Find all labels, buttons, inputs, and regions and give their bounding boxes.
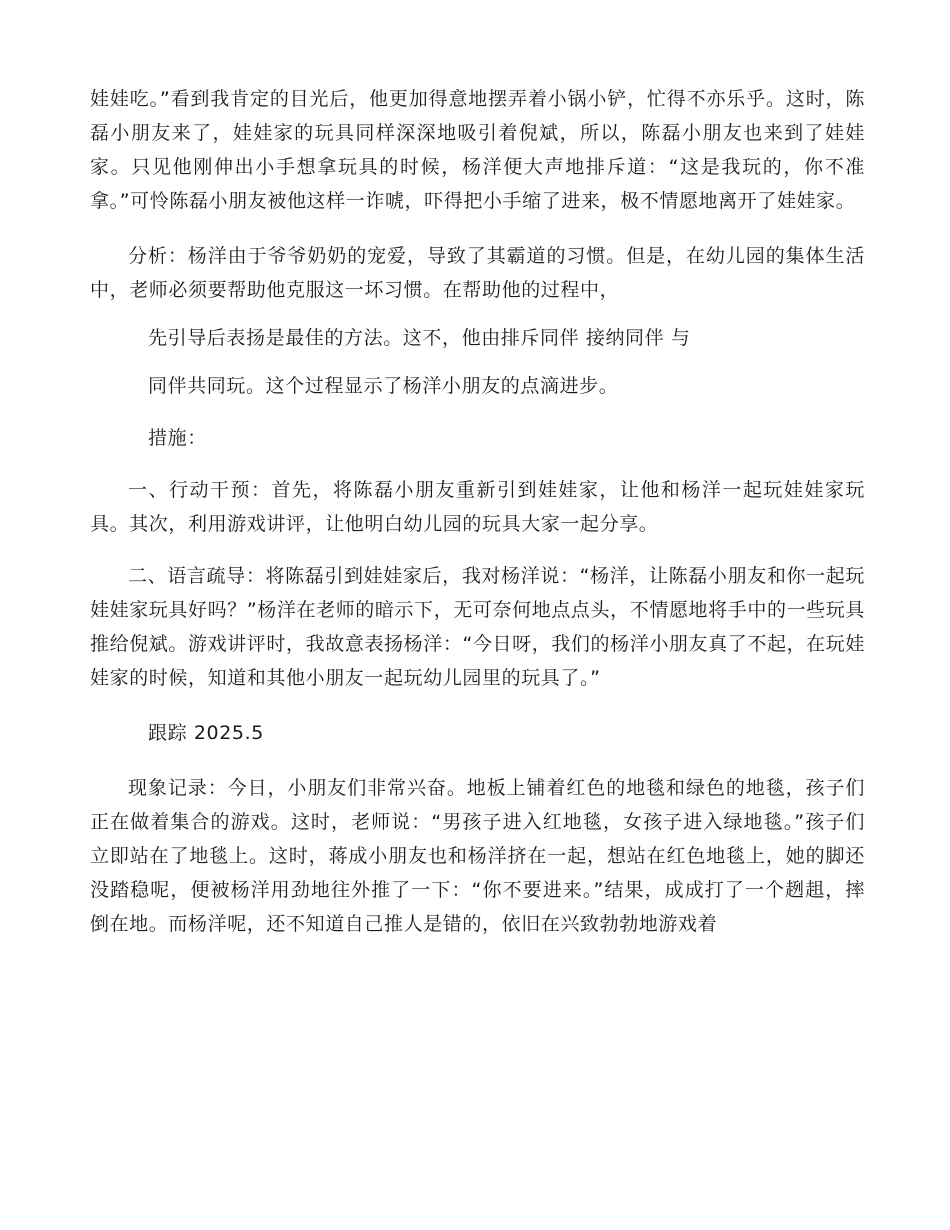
paragraph-analysis-line-2: 先引导后表扬是最佳的方法。这不，他由排斥同伴 接纳同伴 与 [148, 327, 691, 349]
heading-measures: 措施： [148, 427, 207, 449]
paragraph-analysis: 分析：杨洋由于爷爷奶奶的宠爱，导致了其霸道的习惯。但是，在幼儿园的集体生活中，老师必须要帮助他克服这一坏习惯。在帮助他的过程中， [90, 245, 865, 301]
paragraph-story-continued: 娃娃吃。”看到我肯定的目光后，他更加得意地摆弄着小锅小铲，忙得不亦乐乎。这时，陈磊小朋友来了，娃娃家的玩具同样深深地吸引着倪斌，所以，陈磊小朋友也来到了娃娃家。只见他刚伸出小手想拿玩具的时候，杨洋便大声地排斥道：“这是我玩的，你不准拿。”可怜陈磊小朋友被他这样一诈唬，吓得把小手缩了进来，极不情愿地离开了娃娃家。 [90, 88, 865, 212]
paragraph-observation-record: 现象记录：今日，小朋友们非常兴奋。地板上铺着红色的地毯和绿色的地毯，孩子们正在做着集合的游戏。这时，老师说：“男孩子进入红地毯，女孩子进入绿地毯。”孩子们立即站在了地毯上。这时，蒋成小朋友也和杨洋挤在一起，想站在红色地毯上，她的脚还没踏稳呢，便被杨洋用劲地往外推了一下：“你不要进来。”结果，成成打了一个趔趄，摔倒在地。而杨洋呢，还不知道自己推人是错的，依旧在兴致勃勃地游戏着 [90, 777, 865, 935]
paragraph-measure-language: 二、语言疏导：将陈磊引到娃娃家后，我对杨洋说：“杨洋，让陈磊小朋友和你一起玩娃娃家玩具好吗？”杨洋在老师的暗示下，无可奈何地点点头，不情愿地将手中的一些玩具推给倪斌。游戏讲评时，我故意表扬杨洋：“今日呀，我们的杨洋小朋友真了不起，在玩娃娃家的时候，知道和其他小朋友一起玩幼儿园里的玩具了。” [90, 565, 865, 689]
paragraph-analysis-line-3: 同伴共同玩。这个过程显示了杨洋小朋友的点滴进步。 [148, 375, 619, 397]
paragraph-measure-action: 一、行动干预：首先，将陈磊小朋友重新引到娃娃家，让他和杨洋一起玩娃娃家玩具。其次，利用游戏讲评，让他明白幼儿园的玩具大家一起分享。 [90, 479, 865, 535]
document-page [90, 82, 865, 941]
heading-follow-up: 跟踪 2025.5 [148, 722, 264, 744]
